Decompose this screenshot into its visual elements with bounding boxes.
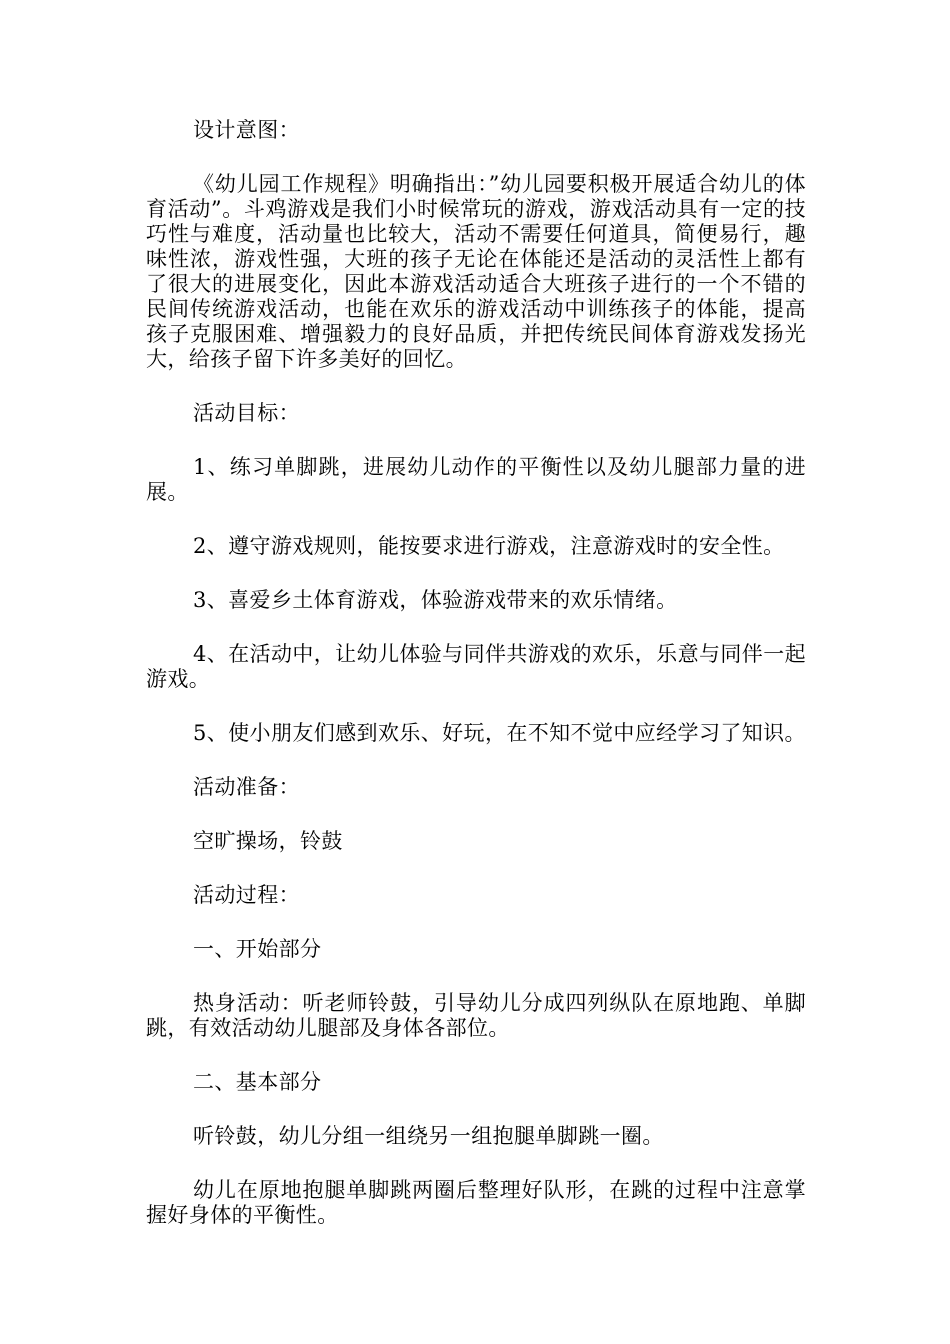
preparation-items: 空旷操场，铃鼓 bbox=[193, 829, 343, 853]
paragraph-basic-2: 幼儿在原地抱腿单脚跳两圈后整理好队形，在跳的过程中注意掌握好身体的平衡性。 bbox=[146, 1178, 806, 1227]
heading-activity-goals: 活动目标： bbox=[193, 401, 300, 425]
heading-activity-preparation: 活动准备： bbox=[193, 775, 300, 799]
section-heading-basic: 二、基本部分 bbox=[193, 1070, 322, 1094]
goal-item-4: 4、在活动中，让幼儿体验与同伴共游戏的欢乐，乐意与同伴一起游戏。 bbox=[146, 642, 806, 691]
goal-item-2: 2、遵守游戏规则，能按要求进行游戏，注意游戏时的安全性。 bbox=[193, 534, 785, 558]
section-heading-opening: 一、开始部分 bbox=[193, 937, 322, 961]
goal-item-1: 1、练习单脚跳，进展幼儿动作的平衡性以及幼儿腿部力量的进展。 bbox=[146, 455, 806, 504]
goal-item-5: 5、使小朋友们感到欢乐、好玩，在不知不觉中应经学习了知识。 bbox=[193, 721, 806, 745]
document-body bbox=[146, 118, 806, 1228]
paragraph-warmup: 热身活动：听老师铃鼓，引导幼儿分成四列纵队在原地跑、单脚跳，有效活动幼儿腿部及身体各部位。 bbox=[146, 991, 806, 1040]
heading-design-intent: 设计意图： bbox=[193, 118, 300, 142]
paragraph-design-intent: 《幼儿园工作规程》明确指出：”幼儿园要积极开展适合幼儿的体育活动”。斗鸡游戏是我们小时候常玩的游戏，游戏活动具有一定的技巧性与难度，活动量也比较大，活动不需要任何道具，简便易行，趣味性浓，游戏性强，大班的孩子无论在体能还是活动的灵活性上都有了很大的进展变化，因此本游戏活动适合大班孩子进行的一个不错的民间传统游戏活动，也能在欢乐的游戏活动中训练孩子的体能，提高孩子克服困难、增强毅力的良好品质，并把传统民间体育游戏发扬光大，给孩子留下许多美好的回忆。 bbox=[146, 172, 806, 371]
heading-activity-process: 活动过程： bbox=[193, 883, 300, 907]
paragraph-basic-1: 听铃鼓，幼儿分组一组绕另一组抱腿单脚跳一圈。 bbox=[193, 1124, 664, 1148]
goal-item-3: 3、喜爱乡土体育游戏，体验游戏带来的欢乐情绪。 bbox=[193, 588, 678, 612]
